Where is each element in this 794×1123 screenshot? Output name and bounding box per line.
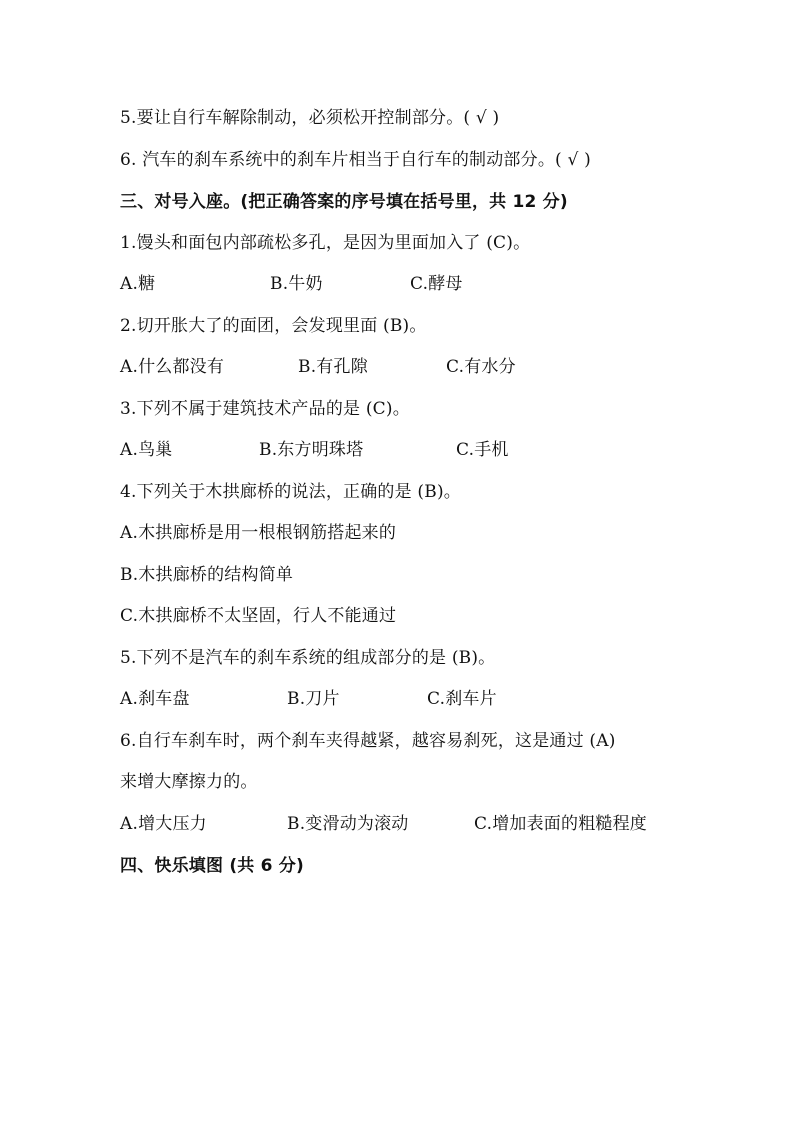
question-2-stem: 2.切开胀大了的面团，会发现里面 (B)。	[120, 316, 427, 336]
question-1-option-a: A.糖	[120, 274, 156, 294]
question-1-options	[120, 272, 720, 296]
question-3-options	[120, 438, 720, 462]
question-6-stem-line1: 6.自行车刹车时，两个刹车夹得越紧，越容易刹死，这是通过 (A)	[120, 731, 616, 751]
question-6-option-a: A.增大压力	[120, 814, 207, 834]
question-2-options	[120, 355, 720, 379]
question-5-stem: 5.下列不是汽车的刹车系统的组成部分的是 (B)。	[120, 648, 496, 668]
question-3-option-c: C.手机	[456, 440, 509, 460]
question-4-option-b: B.木拱廊桥的结构简单	[120, 565, 294, 585]
question-6-stem-line2: 来增大摩擦力的。	[120, 772, 258, 792]
question-2-option-b: B.有孔隙	[298, 357, 368, 377]
judge-item-5: 5.要让自行车解除制动，必须松开控制部分。( √ )	[120, 108, 500, 128]
question-5-option-a: A.刹车盘	[120, 689, 190, 709]
question-3-option-b: B.东方明珠塔	[259, 440, 364, 460]
question-5-option-c: C.刹车片	[427, 689, 497, 709]
question-2-option-a: A.什么都没有	[120, 357, 225, 377]
judge-item-6: 6. 汽车的刹车系统中的刹车片相当于自行车的制动部分。( √ )	[120, 150, 591, 170]
question-1-stem: 1.馒头和面包内部疏松多孔，是因为里面加入了 (C)。	[120, 233, 531, 253]
question-1-option-b: B.牛奶	[270, 274, 323, 294]
section-4-heading: 四、快乐填图 (共 6 分)	[120, 856, 304, 876]
question-5-options	[120, 687, 720, 711]
question-5-option-b: B.刀片	[287, 689, 340, 709]
question-2-option-c: C.有水分	[446, 357, 516, 377]
question-6-option-c: C.增加表面的粗糙程度	[474, 814, 648, 834]
section-3-heading: 三、对号入座。(把正确答案的序号填在括号里，共 12 分)	[120, 192, 568, 212]
question-1-option-c: C.酵母	[410, 274, 463, 294]
question-4-option-c: C.木拱廊桥不太坚固，行人不能通过	[120, 606, 397, 626]
question-4-stem: 4.下列关于木拱廊桥的说法，正确的是 (B)。	[120, 482, 461, 502]
question-3-stem: 3.下列不属于建筑技术产品的是 (C)。	[120, 399, 410, 419]
question-4-option-a: A.木拱廊桥是用一根根钢筋搭起来的	[120, 523, 397, 543]
question-3-option-a: A.鸟巢	[120, 440, 173, 460]
question-6-option-b: B.变滑动为滚动	[287, 814, 409, 834]
question-6-options	[120, 812, 720, 836]
